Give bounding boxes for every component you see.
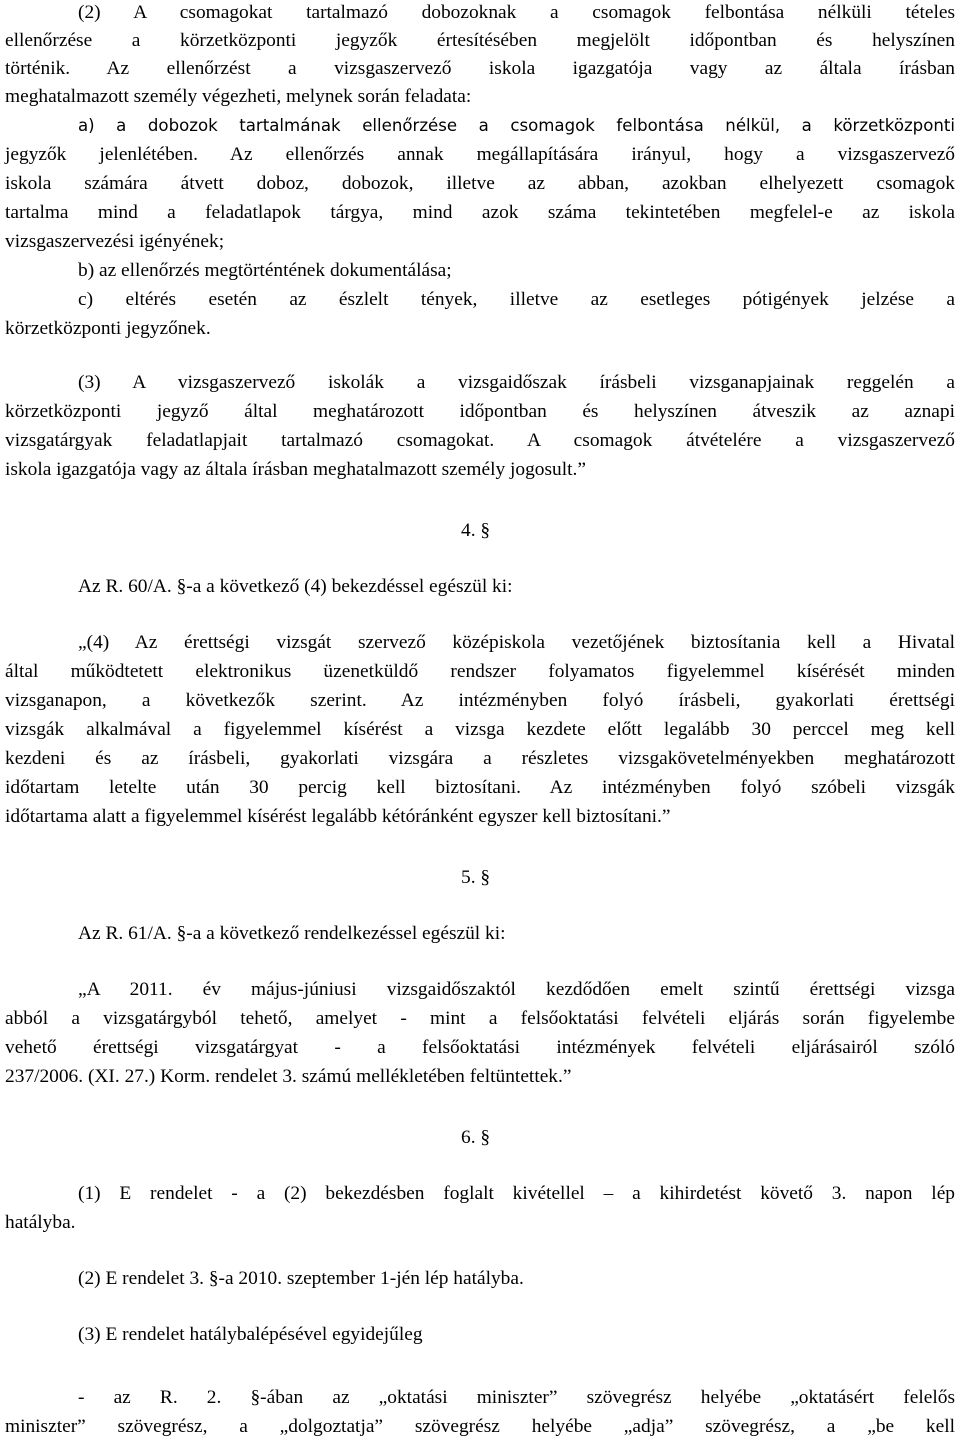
text-line: kezdeni és az írásbeli, gyakorlati vizsgára a részletes vizsgakövetelményekben meghatározott xyxy=(5,748,955,769)
text-line: vizsgatárgyak feladatlapjait tartalmazó csomagokat. A csomagok átvételére a vizsgaszervező xyxy=(5,430,955,451)
text-line: iskola számára átvett doboz, dobozok, illetve az abban, azokban elhelyezett csomagok xyxy=(5,173,955,194)
text-line: (3) E rendelet hatálybalépésével egyidejűleg xyxy=(78,1324,423,1345)
text-line: időtartama alatt a figyelemmel kísérést legalább kétóránként egyszer kell biztosítani.” xyxy=(5,806,671,827)
text-line: vizsgák alkalmával a figyelemmel kísérést a vizsga kezdete előtt legalább 30 perccel meg kell xyxy=(5,719,955,740)
text-line: Az R. 61/A. §-a a következő rendelkezéssel egészül ki: xyxy=(78,923,506,944)
text-line: „A 2011. év május-júniusi vizsgaidőszaktól kezdődően emelt szintű érettségi vizsga xyxy=(78,979,955,1000)
text-line: körzetközponti jegyzőnek. xyxy=(5,318,211,339)
text-line: (1) E rendelet - a (2) bekezdésben foglalt kivétellel – a kihirdetést követő 3. napon lép xyxy=(78,1183,955,1204)
text-line: jegyzők jelenlétében. Az ellenőrzés annak megállapítására irányul, hogy a vizsgaszervező xyxy=(5,144,955,165)
text-line: Az R. 60/A. §-a a következő (4) bekezdéssel egészül ki: xyxy=(78,576,513,597)
text-line: tartalma mind a feladatlapok tárgya, mind azok száma tekintetében megfelel-e az iskola xyxy=(5,202,955,223)
text-line: „(4) Az érettségi vizsgát szervező középiskola vezetőjének biztosítania kell a Hivatal xyxy=(78,632,955,653)
text-line: (3) A vizsgaszervező iskolák a vizsgaidőszak írásbeli vizsganapjainak reggelén a xyxy=(78,372,955,393)
text-line: 4. § xyxy=(461,520,491,541)
text-line: a) a dobozok tartalmának ellenőrzése a csomagok felbontása nélkül, a körzetközponti xyxy=(78,116,955,135)
text-line: b) az ellenőrzés megtörténtének dokumentálása; xyxy=(78,260,452,281)
text-line: történik. Az ellenőrzést a vizsgaszervező iskola igazgatója vagy az általa írásban xyxy=(5,58,955,79)
text-line: 237/2006. (XI. 27.) Korm. rendelet 3. számú mellékletében feltüntettek.” xyxy=(5,1066,572,1087)
text-line: vizsgaszervezési igényének; xyxy=(5,231,225,252)
text-line: iskola igazgatója vagy az általa írásban meghatalmazott személy jogosult.” xyxy=(5,459,586,480)
text-line: 5. § xyxy=(461,867,491,888)
text-line: időtartam letelte után 30 percig kell biztosítani. Az intézményben folyó szóbeli vizsgák xyxy=(5,777,955,798)
text-line: hatályba. xyxy=(5,1212,76,1233)
text-line: abból a vizsgatárgyból tehető, amelyet - mint a felsőoktatási felvételi eljárás során figyelembe xyxy=(5,1008,955,1029)
text-line: - az R. 2. §-ában az „oktatási miniszter” szövegrész helyébe „oktatásért felelős xyxy=(78,1387,955,1408)
text-line: (2) E rendelet 3. §-a 2010. szeptember 1-jén lép hatályba. xyxy=(78,1268,524,1289)
text-line: (2) A csomagokat tartalmazó dobozoknak a csomagok felbontása nélküli tételes xyxy=(78,2,955,23)
text-line: meghatalmazott személy végezheti, melynek során feladata: xyxy=(5,86,472,107)
text-line: ellenőrzése a körzetközponti jegyzők értesítésében megjelölt időpontban és helyszínen xyxy=(5,30,955,51)
text-line: miniszter” szövegrész, a „dolgoztatja” szövegrész helyébe „adja” szövegrész, a „be kell xyxy=(5,1416,955,1437)
text-line: vehető érettségi vizsgatárgyat - a felsőoktatási intézmények felvételi eljárásairól szóló xyxy=(5,1037,955,1058)
text-line: által működtetett elektronikus üzenetküldő rendszer folyamatos figyelemmel kísérését minden xyxy=(5,661,955,682)
text-line: vizsganapon, a következők szerint. Az intézményben folyó írásbeli, gyakorlati érettségi xyxy=(5,690,955,711)
text-line: c) eltérés esetén az észlelt tények, illetve az esetleges pótigények jelzése a xyxy=(78,289,955,310)
text-line: 6. § xyxy=(461,1127,491,1148)
text-line: körzetközponti jegyző által meghatározott időpontban és helyszínen átveszik az aznapi xyxy=(5,401,955,422)
